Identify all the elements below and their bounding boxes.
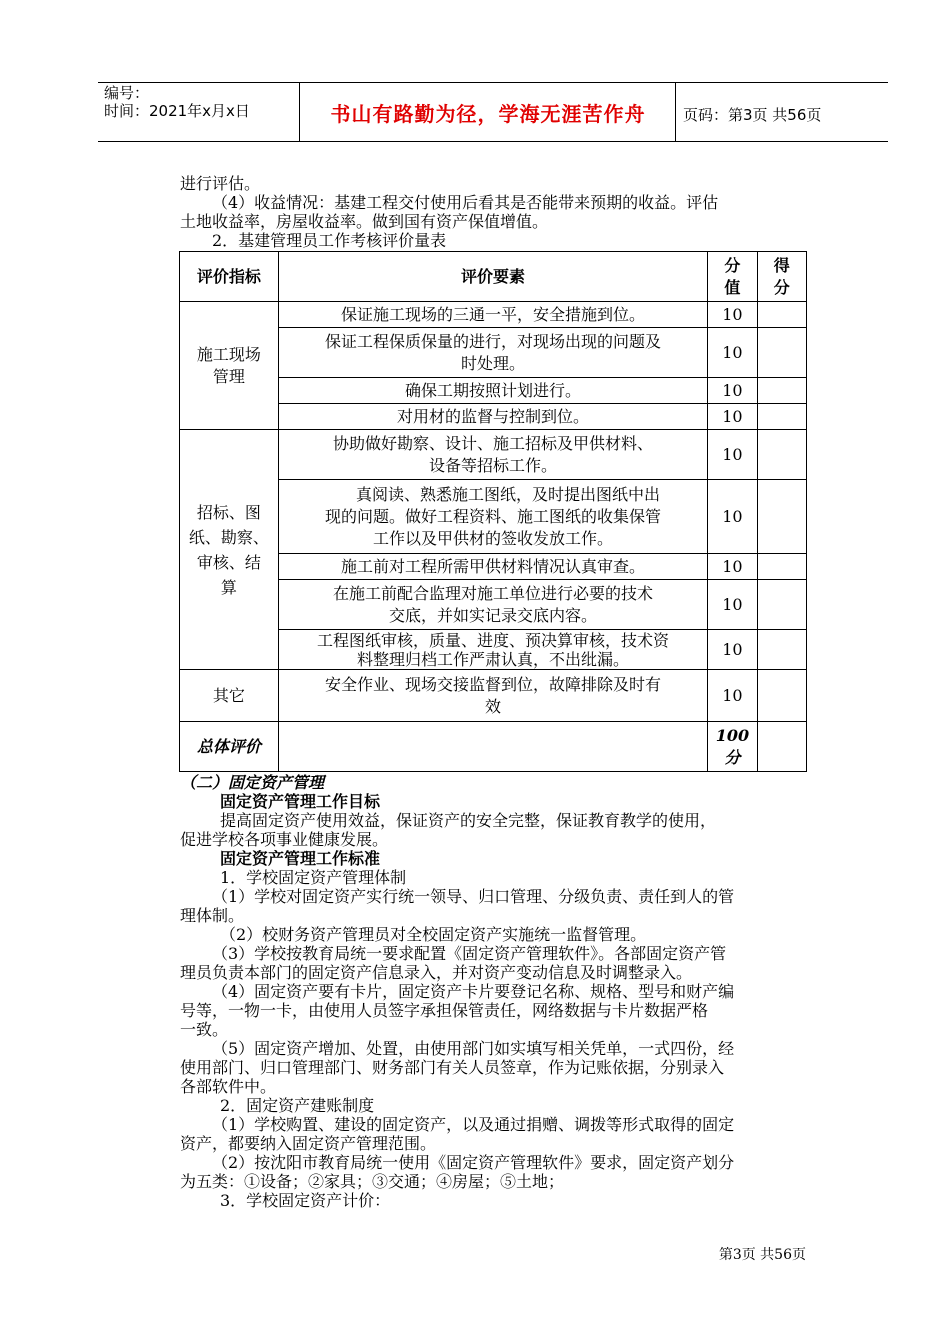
- body-line: （1）学校购置、建设的固定资产，以及通过捐赠、调拨等形式取得的固定: [212, 1115, 735, 1134]
- body-line: 使用部门、归口管理部门、财务部门有关人员签章，作为记账依据，分别录入: [180, 1058, 725, 1077]
- score-cell: 10: [708, 554, 757, 580]
- intro-line: （4）收益情况：基建工程交付使用后看其是否能带来预期的收益。评估: [212, 193, 719, 212]
- element-cell: 真阅读、熟悉施工图纸，及时提出图纸中出 现的问题。做好工程资料、施工图纸的收集保管 工作以及甲供材的签收发放工作。: [278, 480, 707, 554]
- header-top-rule: [98, 82, 888, 83]
- score-cell: 10: [708, 302, 757, 328]
- body-line: 理体制。: [180, 906, 245, 925]
- element-cell: 施工前对工程所需甲供材料情况认真审查。: [278, 554, 707, 580]
- table-row: [180, 670, 807, 722]
- got-cell: [757, 554, 806, 580]
- got-cell: [757, 328, 806, 378]
- intro-line: 进行评估。: [180, 174, 261, 193]
- table-total-row: [180, 722, 807, 772]
- score-cell: 10: [708, 404, 757, 430]
- body-line: （2）校财务资产管理员对全校固定资产实施统一监督管理。: [220, 925, 647, 944]
- header-element: 评价要素: [278, 252, 707, 302]
- table-caption: 2．基建管理员工作考核评价量表: [212, 231, 447, 250]
- indicator-cell: 施工现场 管理: [180, 302, 279, 430]
- intro-text: [180, 174, 810, 250]
- header-indicator: 评价指标: [180, 252, 279, 302]
- total-score-cell: 100 分: [708, 722, 757, 772]
- header-got: 得 分: [757, 252, 806, 302]
- total-element-cell: [278, 722, 707, 772]
- got-cell: [757, 630, 806, 670]
- section-title: （二）固定资产管理: [180, 773, 325, 792]
- element-cell: 保证工程保质保量的进行，对现场出现的问题及 时处理。: [278, 328, 707, 378]
- header-bottom-rule: [98, 141, 888, 142]
- indicator-cell: 招标、图 纸、勘察、 审核、结 算: [180, 430, 279, 670]
- document-time-label: 时间：2021年x月x日: [104, 102, 250, 120]
- body-line: 理员负责本部门的固定资产信息录入，并对资产变动信息及时调整录入。: [180, 963, 693, 982]
- total-label-cell: 总体评价: [180, 722, 279, 772]
- score-cell: 10: [708, 430, 757, 480]
- got-cell: [757, 404, 806, 430]
- element-cell: 安全作业、现场交接监督到位，故障排除及时有 效: [278, 670, 707, 722]
- score-cell: 10: [708, 378, 757, 404]
- element-cell: 在施工前配合监理对施工单位进行必要的技术 交底，并如实记录交底内容。: [278, 580, 707, 630]
- goal-title: 固定资产管理工作目标: [220, 792, 381, 811]
- score-cell: 10: [708, 328, 757, 378]
- body-line: 号等，一物一卡，由使用人员签字承担保管责任，网络数据与卡片数据严格: [180, 1001, 709, 1020]
- body-line: （2）按沈阳市教育局统一使用《固定资产管理软件》要求，固定资产划分: [212, 1153, 735, 1172]
- header-page-label: 页码：第3页 共56页: [683, 106, 822, 124]
- table-row: [180, 302, 807, 328]
- document-number-label: 编号：: [104, 84, 150, 102]
- body-line: 3．学校固定资产计价：: [220, 1191, 391, 1210]
- total-got-cell: [757, 722, 806, 772]
- got-cell: [757, 302, 806, 328]
- intro-line: 土地收益率，房屋收益率。做到国有资产保值增值。: [180, 212, 549, 231]
- section-fixed-assets: [180, 773, 810, 1210]
- body-line: 各部软件中。: [180, 1077, 277, 1096]
- body-line: 1．学校固定资产管理体制: [220, 868, 407, 887]
- score-cell: 10: [708, 580, 757, 630]
- got-cell: [757, 670, 806, 722]
- footer-page-number: 第3页 共56页: [718, 1247, 806, 1263]
- got-cell: [757, 378, 806, 404]
- body-line: （3）学校按教育局统一要求配置《固定资产管理软件》。各部固定资产管: [212, 944, 727, 963]
- got-cell: [757, 480, 806, 554]
- header-meta: [104, 84, 250, 120]
- body-line: （4）固定资产要有卡片，固定资产卡片要登记名称、规格、型号和财产编: [212, 982, 735, 1001]
- body-line: 2．固定资产建账制度: [220, 1096, 375, 1115]
- body-line: （5）固定资产增加、处置，由使用部门如实填写相关凭单，一式四份，经: [212, 1039, 735, 1058]
- header-motto: 书山有路勤为径，学海无涯苦作舟: [330, 102, 646, 126]
- score-cell: 10: [708, 670, 757, 722]
- body-line: 为五类：①设备；②家具；③交通；④房屋；⑤土地；: [180, 1172, 565, 1191]
- element-cell: 确保工期按照计划进行。: [278, 378, 707, 404]
- score-cell: 10: [708, 630, 757, 670]
- element-cell: 保证施工现场的三通一平，安全措施到位。: [278, 302, 707, 328]
- body-line: 一致。: [180, 1020, 229, 1039]
- got-cell: [757, 580, 806, 630]
- score-cell: 10: [708, 480, 757, 554]
- element-cell: 对用材的监督与控制到位。: [278, 404, 707, 430]
- body-line: 资产，都要纳入固定资产管理范围。: [180, 1134, 437, 1153]
- body-line: 促进学校各项事业健康发展。: [180, 830, 389, 849]
- element-cell: 工程图纸审核，质量、进度、预决算审核，技术资 料整理归档工作严肃认真，不出纰漏。: [278, 630, 707, 670]
- header-score: 分 值: [708, 252, 757, 302]
- got-cell: [757, 430, 806, 480]
- body-line: 提高固定资产使用效益，保证资产的安全完整，保证教育教学的使用，: [220, 811, 717, 830]
- table-header-row: [180, 252, 807, 302]
- standard-title: 固定资产管理工作标准: [220, 849, 381, 868]
- indicator-cell: 其它: [180, 670, 279, 722]
- body-line: （1）学校对固定资产实行统一领导、归口管理、分级负责、责任到人的管: [212, 887, 735, 906]
- evaluation-table: [179, 251, 807, 772]
- table-row: [180, 430, 807, 480]
- element-cell: 协助做好勘察、设计、施工招标及甲供材料、 设备等招标工作。: [278, 430, 707, 480]
